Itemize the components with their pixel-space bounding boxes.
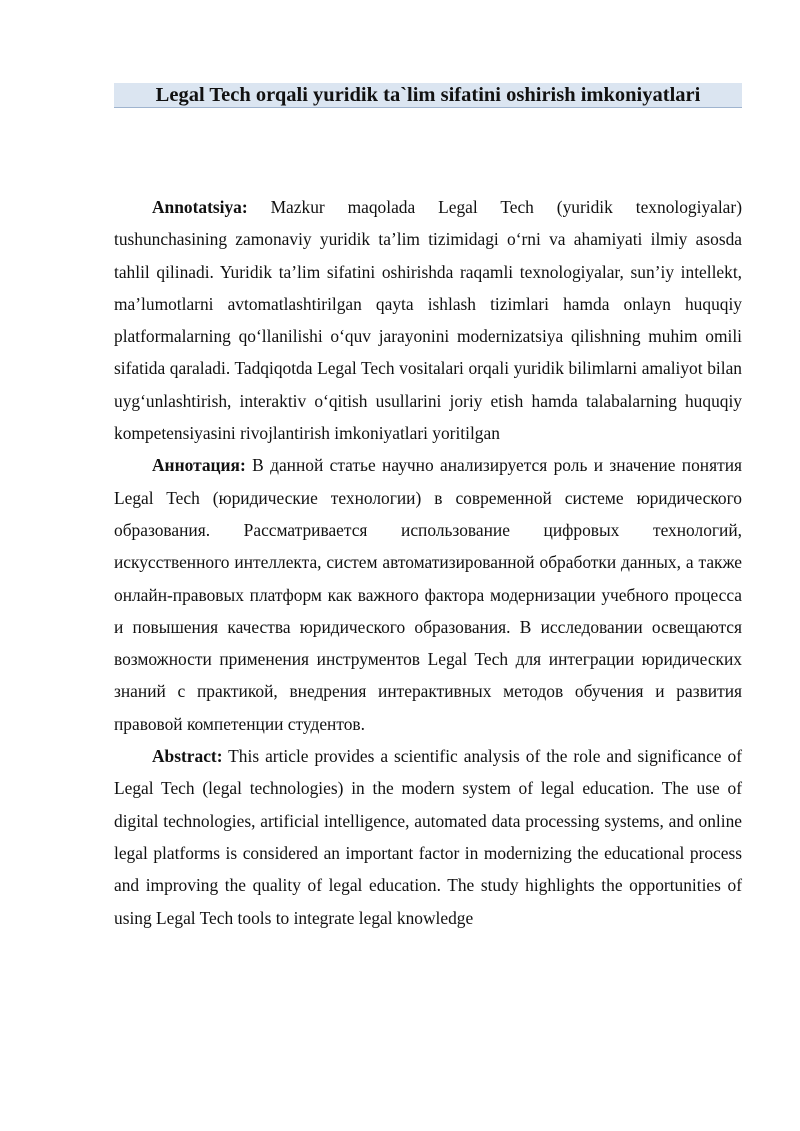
abstract-section [114,191,742,934]
abstract-russian-text: В данной статье научно анализируется роль и значение понятия Legal Tech (юридические технологии) в современной системе юридического образования. Рассматривается использование цифровых технологий, искусственного интеллекта, систем автоматизированной обработки данных, а также онлайн-правовых платформ как важного фактора модернизации учебного процесса и повышения качества юридического образования. В исследовании освещаются возможности применения инструментов Legal Tech для интеграции юридических знаний с практикой, внедрения интерактивных методов обучения и развития правовой компетенции студентов. [114,455,742,734]
abstract-russian [114,449,742,740]
abstract-uzbek-label: Annotatsiya: [152,197,248,217]
abstract-uzbek [114,191,742,449]
abstract-english [114,740,742,934]
abstract-uzbek-text: Mazkur maqolada Legal Tech (yuridik texnologiyalar) tushunchasining zamonaviy yuridik ta’lim tizimidagi o‘rni va ahamiyati ilmiy asosda tahlil qilinadi. Yuridik ta’lim sifatini oshirishda raqamli texnologiyalar, sun’iy intellekt, ma’lumotlarni avtomatlashtirilgan qayta ishlash tizimlari hamda onlayn huquqiy platformalarning qo‘llanilishi o‘quv jarayonini modernizatsiya qilishning muhim omili sifatida qaraladi. Tadqiqotda Legal Tech vositalari orqali yuridik bilimlarni amaliyot bilan uyg‘unlashtirish, interaktiv o‘qitish usullarini joriy etish hamda talabalarning huquqiy kompetensiyasini rivojlantirish imkoniyatlari yoritilgan [114,197,742,444]
abstract-english-text: This article provides a scientific analysis of the role and significance of Legal Tech (legal technologies) in the modern system of legal education. The use of digital technologies, artificial intelligence, automated data processing systems, and online legal platforms is considered an important factor in modernizing the educational process and improving the quality of legal education. The study highlights the opportunities of using Legal Tech tools to integrate legal knowledge [114,746,742,928]
abstract-russian-label: Аннотация: [152,455,246,476]
page-title: Legal Tech orqali yuridik ta`lim sifatini oshirish imkoniyatlari [155,84,701,106]
title-banner [114,83,742,108]
abstract-english-label: Abstract: [152,746,223,767]
